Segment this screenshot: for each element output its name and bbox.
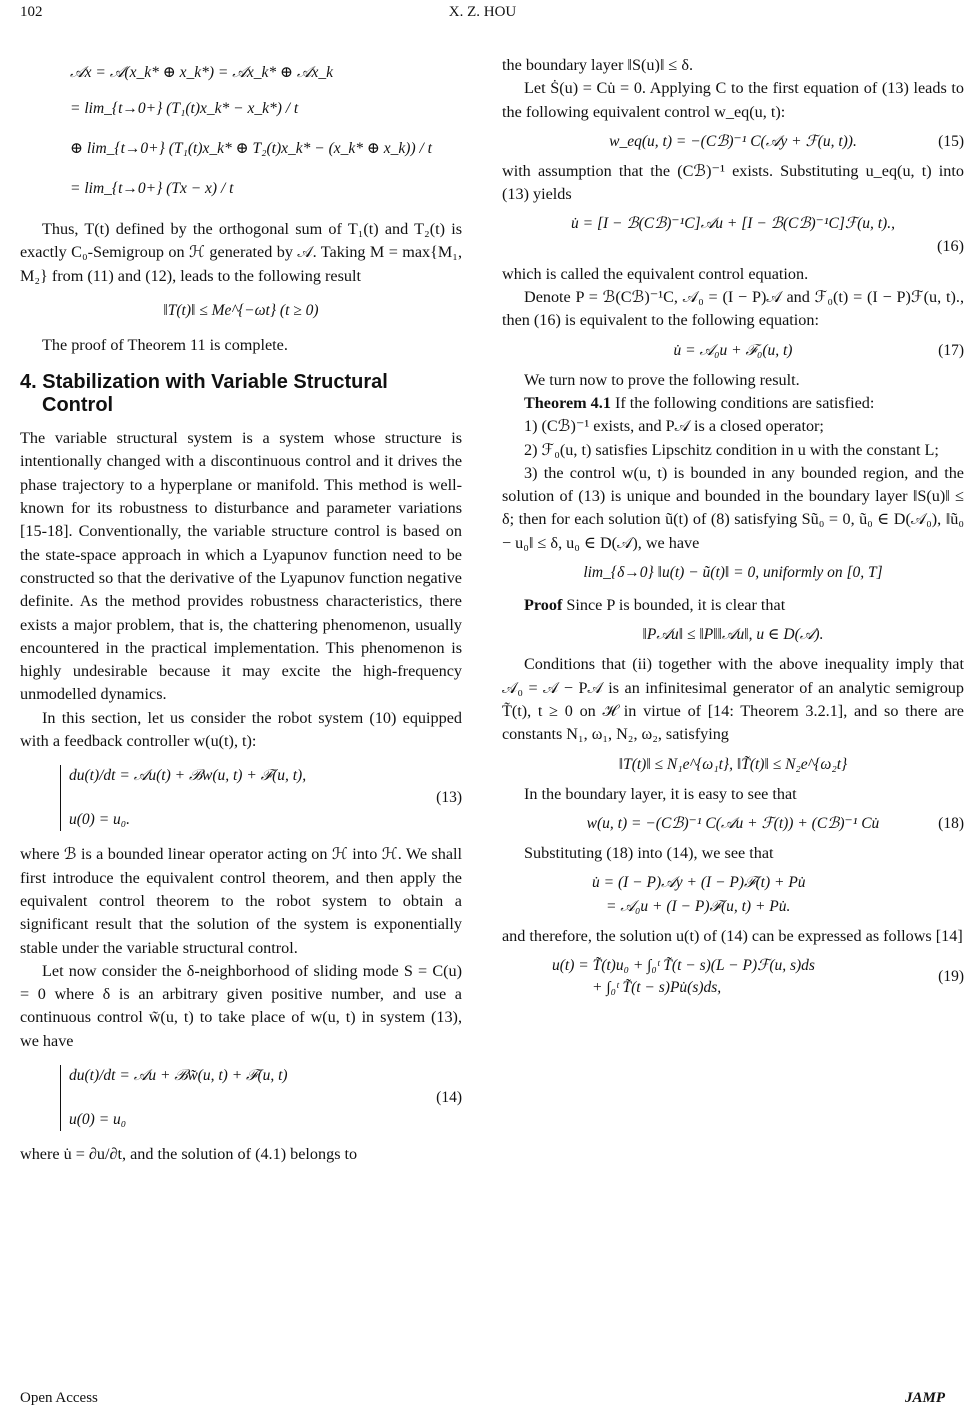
page-number: 102 <box>20 4 43 20</box>
section-title <box>20 371 462 417</box>
eq-limit: lim_{δ→0} ‖u(t) − ũ(t)‖ = 0, uniformly on [0, T] <box>583 564 883 582</box>
eq-top-1: 𝒜x = 𝒜(x_k* ⊕ x_k*) = 𝒜x_k* ⊕ 𝒜x_k <box>70 64 334 81</box>
paragraph-conditions: Conditions that (ii) together with the above inequality imply that 𝒜₀ = 𝒜 − P𝒜 is an infinitesimal generator of an analytic semigroup T̃(t), t ≥ 0 on ℋ in virtue of [14: Theorem 3.2.1], and so there are constants N₁, ω₁, N₂, ω₂, satisfying <box>502 655 964 744</box>
left-column <box>20 54 462 1166</box>
paragraph-in-layer: In the boundary layer, it is easy to see that <box>524 784 797 803</box>
proof-label: Proof <box>524 596 563 615</box>
section-title-line1: 4. Stabilization with Variable Structural <box>20 371 388 394</box>
paragraph-denote: Denote P = ℬ(Cℬ)⁻¹C, 𝒜₀ = (I − P)𝒜 and ℱ₀(t) = (I − P)ℱ(u, t)., then (16) is equivalent to the following equation: <box>502 288 964 330</box>
paragraph-where-dot: where u̇ = ∂u/∂t, and the solution of (4.1) belongs to <box>20 1145 358 1164</box>
paragraph-substituting: Substituting (18) into (14), we see that <box>524 843 774 862</box>
eq-14-line2: u(0) = u₀ <box>69 1111 127 1129</box>
eq-15-number: (15) <box>938 132 964 150</box>
theorem-label: Theorem 4.1 <box>524 393 611 412</box>
right-column <box>502 54 964 999</box>
footer-open-access: Open Access <box>20 1390 98 1406</box>
condition-2: 2) ℱ₀(u, t) satisfies Lipschitz condition in u with the constant L; <box>524 440 939 459</box>
eq-13-number: (13) <box>436 789 462 807</box>
eq-13-line1: du(t)/dt = 𝒜u(t) + ℬw(u, t) + ℱ(u, t), <box>69 767 307 785</box>
paragraph-proof-complete: The proof of Theorem 11 is complete. <box>42 335 288 354</box>
eq-semigroup: ‖T(t)‖ ≤ N₁e^{ω₁t}, ‖T̃(t)‖ ≤ N₂e^{ω₂t} <box>618 755 848 773</box>
condition-1: 1) (Cℬ)⁻¹ exists, and P𝒜 is a closed operator; <box>524 417 824 436</box>
eq-19-line1: u(t) = T̃(t)u₀ + ∫₀ᵗ T̃(t − s)(L − P)ℱ(u, s)ds <box>552 957 815 975</box>
eq-16-body: u̇ = [I − ℬ(Cℬ)⁻¹C]𝒜u + [I − ℬ(Cℬ)⁻¹C]ℱ(u, t)., <box>571 215 895 233</box>
paragraph-let-now: Let now consider the δ-neighborhood of sliding mode S = C(u) = 0 where δ is an arbitrary given positive number, and use a continuous control w̃(u, t) to take place of w(u, t) in system (13), we have <box>20 961 462 1050</box>
eq-bound: ‖T(t)‖ ≤ Me^{−ωt} (t ≥ 0) <box>163 301 319 319</box>
paragraph-thus: Thus, T(t) defined by the orthogonal sum of T₁(t) and T₂(t) is exactly C₀-Semigroup on ℋ generated by 𝒜. Taking M = max{M₁, M₂} from (11) and (12), leads to the following result <box>20 220 462 285</box>
eq-18-body: w(u, t) = −(Cℬ)⁻¹ C(𝒜u + ℱ(t)) + (Cℬ)⁻¹ Cu̇ <box>586 814 880 832</box>
running-title: X. Z. HOU <box>448 4 517 20</box>
paragraph-vss: The variable structural system is a system whose structure is intentionally changed with a discontinuous control and it drives the phase trajectory to a hyperplane or manifold. This method is well-known for its robustness to disturbance and parameter variations [15-18]. Conventionally, the variable structure control is based on the state-space approach in which a Lyapunov function need to be constructed so that the derivative of the Lyapunov function negative definite. As the method provides robustness characteristics, there exists a major problem, that is, the chattering phenomenon, usually encountered in the practical implementation. This phenomenon is highly undesirable because it may excite the high-frequency unmodelled dynamics. <box>20 429 462 704</box>
eq-sub-2: = 𝒜₀u + (I − P)ℱ(u, t) + Pu̇. <box>606 898 791 916</box>
eq-19-number: (19) <box>938 968 964 986</box>
eq-14 <box>20 1065 462 1131</box>
eq-top-3: ⊕ lim_{t→0+} (T₁(t)x_k* ⊕ T₂(t)x_k* − (x_k* ⊕ x_k)) / t <box>70 140 432 157</box>
theorem-intro: If the following conditions are satisfied: <box>614 393 875 412</box>
eq-14-system <box>60 1065 288 1131</box>
eq-15-body: w_eq(u, t) = −(Cℬ)⁻¹ C(𝒜y + ℱ(u, t)). <box>609 132 857 150</box>
eq-sub-1: u̇ = (I − P)𝒜y + (I − P)ℱ(t) + Pu̇ <box>592 874 806 892</box>
eq-18 <box>502 813 964 835</box>
eq-13-line2: u(0) = u₀. <box>69 811 131 829</box>
eq-18-number: (18) <box>938 814 964 832</box>
eq-13-system <box>60 765 306 831</box>
paragraph-called: which is called the equivalent control equation. <box>502 264 809 283</box>
eq-pa: ‖P𝒜u‖ ≤ ‖P‖‖𝒜u‖, u ∈ D(𝒜). <box>642 626 824 644</box>
eq-16 <box>502 213 964 235</box>
proof-statement <box>502 594 964 617</box>
theorem-statement <box>502 392 964 415</box>
paragraph-boundary: the boundary layer ‖S(u)‖ ≤ δ. <box>502 56 694 74</box>
condition-3: 3) the control w(u, t) is bounded in any bounded region, and the solution of (13) is unique and bounded in the boundary layer ‖S(u)‖ ≤ δ; then for each solution ũ(t) of (8) satisfying Sũ₀ = 0, ũ₀ ∈ D(𝒜₀), ‖ũ₀ − u₀‖ ≤ δ, u₀ ∈ D(𝒜), we have <box>502 463 964 552</box>
eq-19-line2: + ∫₀ᵗ T̃(t − s)Pu̇(s)ds, <box>592 979 722 997</box>
paragraph-let-s: Let Ṡ(u) = Cu̇ = 0. Applying C to the first equation of (13) leads to the following equivalent control w_eq(u, t): <box>502 79 964 121</box>
paragraph-where-b: where ℬ is a bounded linear operator acting on ℋ into ℋ. We shall first introduce the equivalent control theorem, and then apply the equivalent control theorem to the robot system to obtain a significant result that the solution of the system is exponentially stable under the variable structural control. <box>20 845 462 957</box>
eq-17-number: (17) <box>938 341 964 359</box>
section-title-line2: Control <box>42 394 114 417</box>
eq-17 <box>502 340 964 362</box>
eq-16-number: (16) <box>937 237 964 256</box>
eq-top-2: = lim_{t→0+} (T₁(t)x_k* − x_k*) / t <box>70 100 299 117</box>
proof-since: Since P is bounded, it is clear that <box>566 596 786 615</box>
paragraph-turn: We turn now to prove the following result. <box>524 370 800 389</box>
eq-top-4: = lim_{t→0+} (Tx − x) / t <box>70 180 234 197</box>
paragraph-assumption: with assumption that the (Cℬ)⁻¹ exists. Substituting u_eq(u, t) into (13) yields <box>502 161 964 204</box>
eq-14-line1: du(t)/dt = 𝒜u + ℬw̃(u, t) + ℱ(u, t) <box>69 1067 288 1085</box>
eq-13 <box>20 765 462 831</box>
paragraph-therefore: and therefore, the solution u(t) of (14) can be expressed as follows [14] <box>502 927 963 946</box>
footer-journal: JAMP <box>904 1390 945 1406</box>
eq-17-body: u̇ = 𝒜₀u + ℱ₀(u, t) <box>673 341 793 359</box>
eq-15 <box>502 131 964 153</box>
eq-14-number: (14) <box>436 1089 462 1107</box>
eq-19 <box>502 955 964 999</box>
paragraph-consider: In this section, let us consider the robot system (10) equipped with a feedback controller w(u(t), t): <box>20 708 462 751</box>
